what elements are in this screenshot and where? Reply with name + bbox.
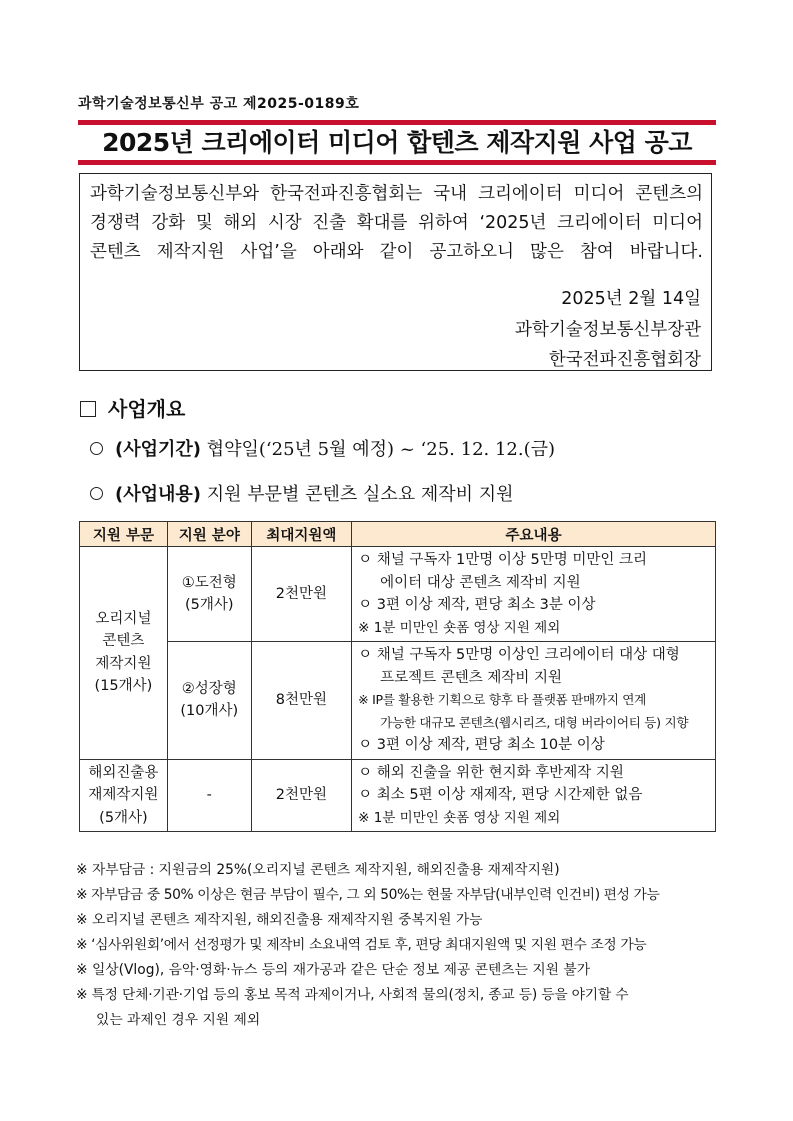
content-line: ㅇ 해외 진출을 위한 현지화 후반제작 지원 bbox=[358, 764, 624, 781]
content-note: ※ 1분 미만인 숏폼 영상 지원 제외 bbox=[358, 619, 561, 636]
header-content: 주요내용 bbox=[352, 522, 716, 547]
section-title: 사업개요 bbox=[108, 397, 186, 421]
category-text: 재제작지원 bbox=[88, 787, 159, 803]
content-line: ㅇ 채널 구독자 1만명 이상 5만명 미만인 크리 bbox=[358, 552, 647, 568]
circle-bullet-icon bbox=[90, 487, 103, 500]
original-category-cell bbox=[80, 547, 168, 760]
challenge-field-cell bbox=[167, 547, 251, 642]
note-item: ※ 특정 단체·기관·기업 등의 홍보 목적 과제이거나, 사회적 물의(정치, 종교 등) 등을 야기할 수 bbox=[76, 987, 629, 1003]
field-text: ②성장형 bbox=[181, 680, 237, 697]
notes-list bbox=[76, 858, 721, 1033]
circle-bullet-icon bbox=[90, 442, 103, 455]
content-line: ㅇ 3편 이상 제작, 편당 최소 10분 이상 bbox=[358, 737, 605, 753]
notice-number: 과학기술정보통신부 공고 제2025-0189호 bbox=[78, 96, 360, 112]
category-text: 오리지널 bbox=[95, 610, 152, 627]
signer-minister: 과학기술정보통신부장관 bbox=[515, 320, 701, 340]
content-line: 프로젝트 콘텐츠 제작비 지원 bbox=[380, 669, 563, 686]
content-item bbox=[90, 480, 514, 506]
note-item: ※ 자부담금 중 50% 이상은 현금 부담이 필수, 그 외 50%는 현물 자부담(내부인력 인건비) 편성 가능 bbox=[76, 887, 660, 903]
overseas-amount: 2천만원 bbox=[251, 759, 351, 832]
period-value: 협약일(‘25년 5월 예정) ~ ‘25. 12. 12.(금) bbox=[206, 439, 556, 460]
intro-box bbox=[79, 173, 712, 371]
intro-line-2: 경쟁력 강화 및 해외 시장 진출 확대를 위하여 ‘2025년 크리에이터 미디어 bbox=[90, 213, 703, 233]
category-text: (15개사) bbox=[94, 678, 153, 695]
content-note: 가능한 대규모 콘텐츠(웹시리즈, 대형 버라이어티 등) 지향 bbox=[380, 714, 689, 730]
category-text: (5개사) bbox=[99, 809, 148, 826]
field-text: (5개사) bbox=[185, 597, 234, 613]
challenge-amount: 2천만원 bbox=[251, 547, 351, 642]
note-item: ※ ‘심사위원회’에서 선정평가 및 제작비 소요내역 검토 후, 편당 최대지원액 및 지원 편수 조정 가능 bbox=[76, 937, 647, 953]
note-item: 있는 과제인 경우 지원 제외 bbox=[96, 1012, 261, 1028]
content-line: ㅇ 최소 5편 이상 재제작, 편당 시간제한 없음 bbox=[358, 787, 643, 803]
content-note: ※ IP를 활용한 기획으로 향후 타 플랫폼 판매까지 연계 bbox=[358, 692, 647, 707]
category-text: 콘텐츠 bbox=[102, 633, 145, 650]
content-line: ㅇ 3편 이상 제작, 편당 최소 3분 이상 bbox=[358, 597, 596, 613]
note-item: ※ 자부담금 : 지원금의 25%(오리지널 콘텐츠 제작지원, 해외진출용 재제작지원) bbox=[76, 862, 560, 878]
table-row bbox=[80, 547, 716, 642]
title-block bbox=[78, 120, 716, 167]
intro-line-3: 콘텐츠 제작지원 사업’을 아래와 같이 공고하오니 많은 참여 바랍니다. bbox=[90, 242, 703, 262]
table-row bbox=[80, 759, 716, 832]
table-row bbox=[80, 642, 716, 760]
section-heading bbox=[80, 393, 185, 422]
growth-field-cell bbox=[167, 642, 251, 760]
note-item: ※ 일상(Vlog), 음악·영화·뉴스 등의 재가공과 같은 단순 정보 제공 콘텐츠는 지원 불가 bbox=[76, 962, 591, 978]
growth-content-cell bbox=[352, 642, 716, 760]
header-amount: 최대지원액 bbox=[251, 522, 351, 547]
period-label: (사업기간) bbox=[115, 439, 202, 460]
period-item bbox=[90, 435, 555, 461]
content-line: ㅇ 채널 구독자 5만명 이상인 크리에이터 대상 대형 bbox=[358, 647, 680, 663]
challenge-content-cell bbox=[352, 547, 716, 642]
header-field: 지원 분야 bbox=[167, 522, 251, 547]
signer-association: 한국전파진흥협회장 bbox=[548, 350, 701, 370]
overseas-field: - bbox=[167, 759, 251, 832]
content-note: ※ 1분 미만인 숏폼 영상 지원 제외 bbox=[358, 809, 561, 826]
intro-line-1: 과학기술정보통신부와 한국전파진흥협회는 국내 크리에이터 미디어 콘텐츠의 bbox=[90, 184, 703, 204]
content-line: 에이터 대상 콘텐츠 제작비 지원 bbox=[380, 574, 581, 591]
intro-text bbox=[90, 180, 703, 267]
category-text: 해외진출용 bbox=[88, 764, 159, 781]
content-value: 지원 부문별 콘텐츠 실소요 제작비 지원 bbox=[206, 484, 514, 505]
support-table bbox=[79, 521, 716, 832]
overseas-content-cell bbox=[352, 759, 716, 832]
square-bullet-icon bbox=[80, 401, 96, 417]
title-bottom-rule bbox=[78, 160, 716, 165]
content-label: (사업내용) bbox=[115, 484, 202, 505]
overseas-category-cell bbox=[80, 759, 168, 832]
note-item: ※ 오리지널 콘텐츠 제작지원, 해외진출용 재제작지원 중복지원 가능 bbox=[76, 912, 483, 928]
table-header-row bbox=[80, 522, 716, 547]
announcement-date: 2025년 2월 14일 bbox=[561, 289, 701, 309]
growth-amount: 8천만원 bbox=[251, 642, 351, 760]
field-text: ①도전형 bbox=[181, 574, 237, 591]
field-text: (10개사) bbox=[180, 703, 239, 720]
header-category: 지원 부문 bbox=[80, 522, 168, 547]
page-title: 2025년 크리에이터 미디어 합텐츠 제작지원 사업 공고 bbox=[102, 128, 692, 157]
category-text: 제작지원 bbox=[95, 655, 152, 672]
